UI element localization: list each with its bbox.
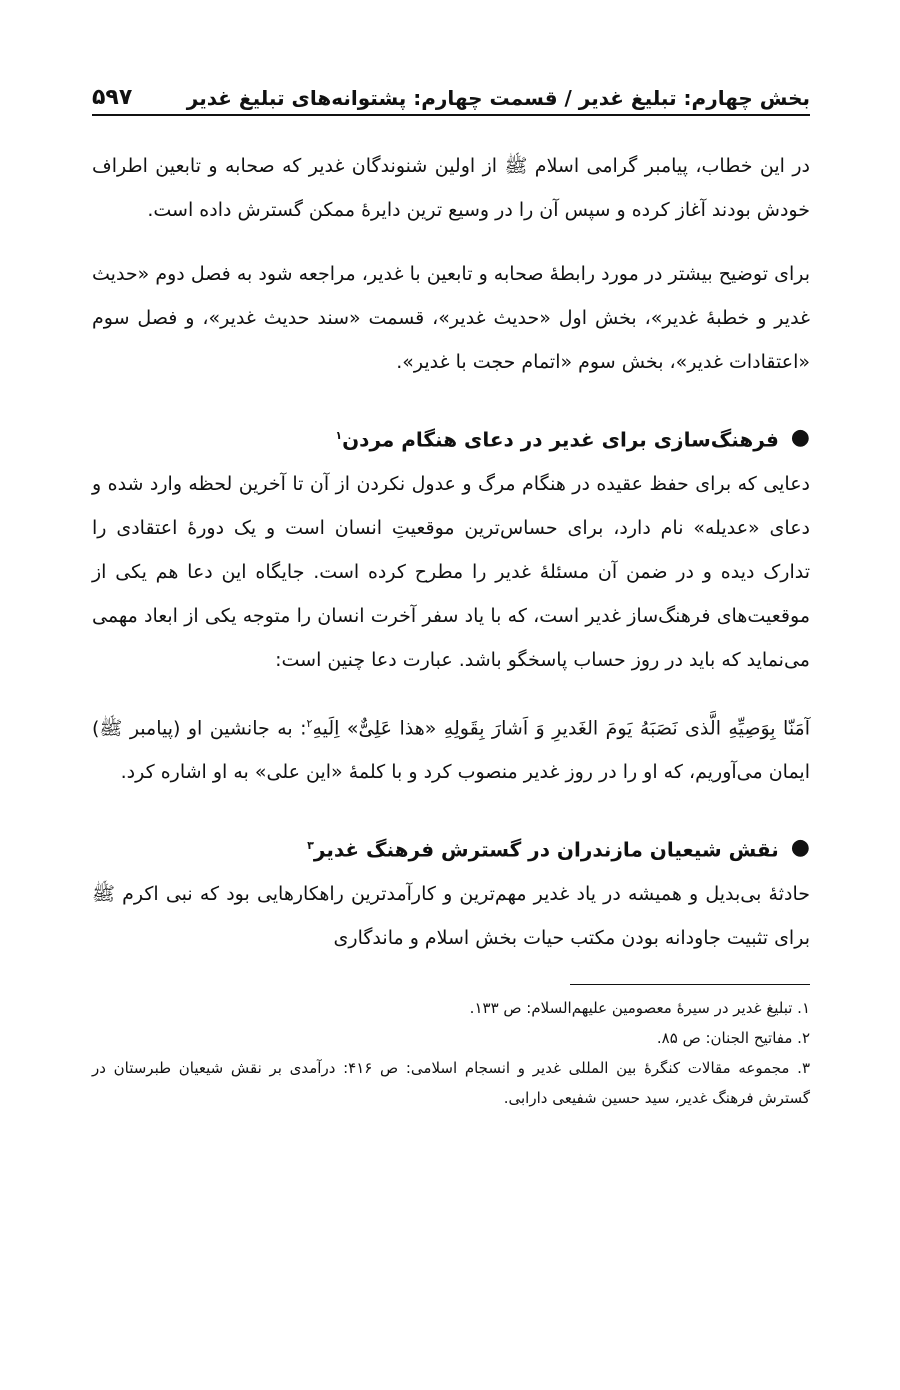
footnote-ref-2[interactable]: ۲ [306,716,313,730]
section-heading-1 [92,414,810,462]
footnote-divider [570,984,810,985]
prayer-arabic: آمَنّا بِوَصِیِّهِ الَّذی نَصَبَهُ یَومَ الغَدیرِ وَ اَشارَ بِقَولِهِ «هذا عَلِیٌّ» اِلَیهِ [312,716,811,739]
footnotes [92,993,810,1113]
section-2-body: حادثهٔ بی‌بدیل و همیشه در یاد غدیر مهم‌ترین و کارآمدترین راهکارهایی بود که نبی اکرم ﷺ برای تثبیت جاودانه بودن مکتب حیات بخش اسلام و ماندگاری [92,882,810,949]
footnote-3: ۳. مجموعه مقالات کنگرهٔ بین المللی غدیر و انسجام اسلامی: ص ۴۱۶: درآمدی بر نقش شیعیان طبرستان در گسترش فرهنگ غدیر، سید حسین شفیعی دارابی. [92,1058,811,1107]
running-title: بخش چهارم: تبلیغ غدیر / قسمت چهارم: پشتوانه‌های تبلیغ غدیر [186,86,810,110]
prayer-quote [92,702,810,794]
section-heading-2-text: نقش شیعیان مازندران در گسترش فرهنگ غدیر$^۳$ [307,837,779,862]
paragraph-1: در این خطاب، پیامبر گرامی اسلام ﷺ از اولین شنوندگان غدیر که صحابه و تابعین اطراف خودش بودند آغاز کرده و سپس آن را در وسیع ترین دایرهٔ ممکن گسترش داده است. [92,155,810,221]
page-number: ۵۹۷ [92,85,133,110]
page-body [92,144,810,1113]
footnote-2: ۲. مفاتیح الجنان: ص ۸۵. [656,1028,810,1047]
section-heading-2 [92,824,810,872]
footnote-1: ۱. تبلیغ غدیر در سیرهٔ معصومین علیهم‌السلام: ص ۱۳۳. [469,998,810,1017]
bullet-icon: ● [790,834,810,860]
paragraph-2: برای توضیح بیشتر در مورد رابطهٔ صحابه و تابعین با غدیر، مراجعه شود به فصل دوم «حدیث غدیر و خطبهٔ غدیر»، بخش اول «حدیث غدیر»، قسمت «سند حدیث غدیر»، و فصل سوم «اعتقادات غدیر»، بخش سوم «اتمام حجت با غدیر». [92,263,810,373]
bullet-icon: ● [790,424,810,450]
prayer-translation: : به جانشین او (پیامبر ﷺ) ایمان می‌آوریم، که او را در روز غدیر منصوب کرد و با کلمهٔ «این علی» به او اشاره کرد. [92,716,810,783]
section-heading-1-text: فرهنگ‌سازی برای غدیر در دعای هنگام مردن$^۱$ [335,427,779,452]
page [92,62,810,1113]
footnote-ref-3[interactable]: ۳ [307,838,314,852]
section-1-body: دعایی که برای حفظ عقیده در هنگام مرگ و عدول نکردن از آن تا آخرین لحظه وارد شده و دعای «عدیله» نام دارد، برای حساس‌ترین موقعیتِ انسان است و یک دورهٔ اعتقادی را تدارک دیده و در ضمن آن مسئلهٔ غدیر را مطرح کرده است. جایگاه این دعا هم یکی از موقعیت‌های فرهنگ‌ساز غدیر است، که با یاد سفر آخرت انسان را متوجه یکی از ابعاد مهمی می‌نماید که باید در روز حساب پاسخگو باشد. عبارت دعا چنین است: [92,472,810,671]
footnote-ref-1[interactable]: ۱ [335,429,343,442]
page-header [92,62,810,116]
